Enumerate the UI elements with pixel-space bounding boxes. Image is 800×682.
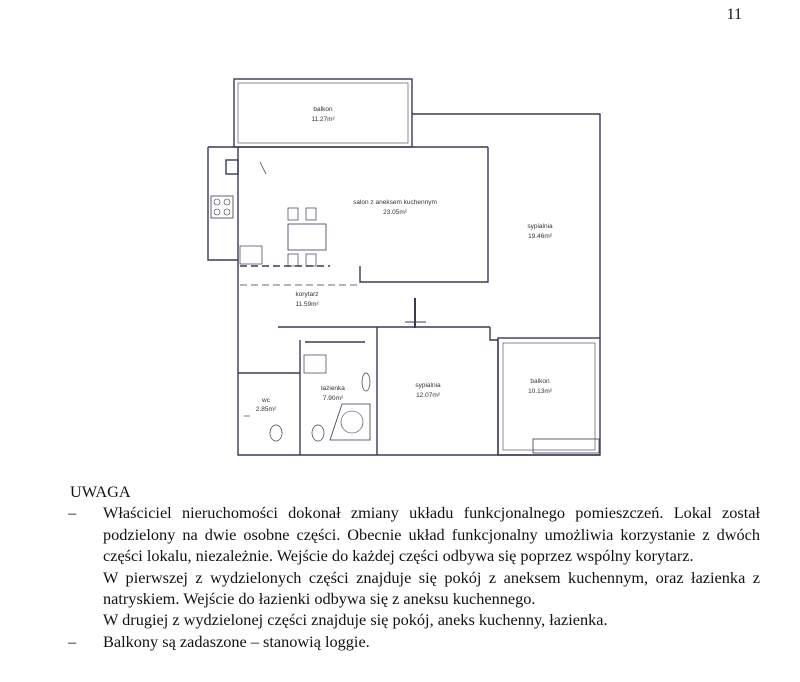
room-label-sypialnia-1: sypialnia bbox=[527, 223, 553, 230]
room-area-salon: 23.05m² bbox=[383, 209, 407, 216]
room-area-balkon-right: 10.13m² bbox=[528, 388, 552, 395]
note-dash: – bbox=[68, 503, 77, 523]
chair-icon bbox=[306, 208, 316, 220]
kitchen-annex-outline bbox=[208, 147, 238, 260]
note-item bbox=[70, 631, 760, 652]
bathtub-icon bbox=[330, 404, 370, 440]
note-dash: – bbox=[68, 631, 77, 651]
table-icon bbox=[288, 224, 326, 250]
room-label-salon: salon z aneksem kuchennym bbox=[353, 199, 437, 206]
balcony-right-outline bbox=[498, 338, 600, 455]
room-label-balkon-right: balkon bbox=[530, 378, 550, 385]
notes-heading: UWAGA bbox=[70, 482, 131, 501]
room-label-korytarz: korytarz bbox=[295, 291, 319, 298]
floor-plan-drawing bbox=[200, 70, 620, 470]
bedroom-2-wall-right bbox=[490, 327, 498, 455]
cabinet-icon bbox=[240, 246, 262, 264]
chair-icon bbox=[306, 254, 316, 266]
balcony-right-inner bbox=[503, 343, 595, 450]
note-paragraph: W drugiej z wydzielonej części znajduje się pokój, aneks kuchenny, łazienka. bbox=[103, 610, 608, 630]
room-label-lazienka: łazienka bbox=[321, 385, 345, 392]
room-label-sypialnia-2: sypialnia bbox=[415, 382, 441, 389]
note-paragraph: Balkony są zadaszone – stanowią loggie. bbox=[103, 631, 370, 651]
room-area-wc: 2.85m² bbox=[255, 406, 277, 413]
stove-icon bbox=[211, 196, 233, 218]
balcony-right-rail bbox=[533, 439, 599, 453]
salon-wall-right-bottom bbox=[360, 147, 488, 282]
note-paragraph: W pierwszej z wydzielonych części znajduje się pokój z aneksem kuchennym, oraz łazienka z natryskiem. Wejście do łazienki odbywa się z aneksu kuchennego. bbox=[103, 567, 760, 609]
basin-icon bbox=[362, 373, 370, 391]
floor-plan bbox=[200, 70, 620, 470]
room-area-balkon-top: 11.27m² bbox=[311, 116, 335, 123]
room-area-lazienka: 7.90m² bbox=[322, 395, 344, 402]
page-number: 11 bbox=[726, 6, 742, 23]
notes-section bbox=[70, 481, 760, 652]
sink-icon bbox=[226, 160, 238, 174]
room-area-sypialnia-2: 12.07m² bbox=[416, 392, 440, 399]
chair-icon bbox=[288, 254, 298, 266]
balcony-top-outline bbox=[234, 79, 412, 147]
shower-icon bbox=[304, 355, 326, 373]
balcony-top-inner bbox=[238, 83, 408, 143]
chair-icon bbox=[288, 208, 298, 220]
room-area-korytarz: 11.59m² bbox=[295, 301, 319, 308]
room-label-balkon-top: balkon bbox=[313, 106, 333, 113]
kitchen-line-icon bbox=[260, 162, 266, 174]
room-area-sypialnia-1: 19.46m² bbox=[528, 233, 552, 240]
toilet-icon bbox=[312, 425, 324, 441]
note-item bbox=[70, 502, 760, 630]
toilet-icon bbox=[270, 425, 282, 441]
room-label-wc: wc bbox=[262, 397, 270, 404]
note-paragraph: Właściciel nieruchomości dokonał zmiany układu funkcjonalnego pomieszczeń. Lokal został podzielony na dwie osobne części. Obecnie układ funkcjonalny umożliwia korzystanie z dwóch części lokalu, niezależnie. Wejście do każdej części odbywa się poprzez wspólny korytarz. bbox=[103, 503, 760, 566]
outer-wall-left-bottom bbox=[238, 147, 600, 455]
